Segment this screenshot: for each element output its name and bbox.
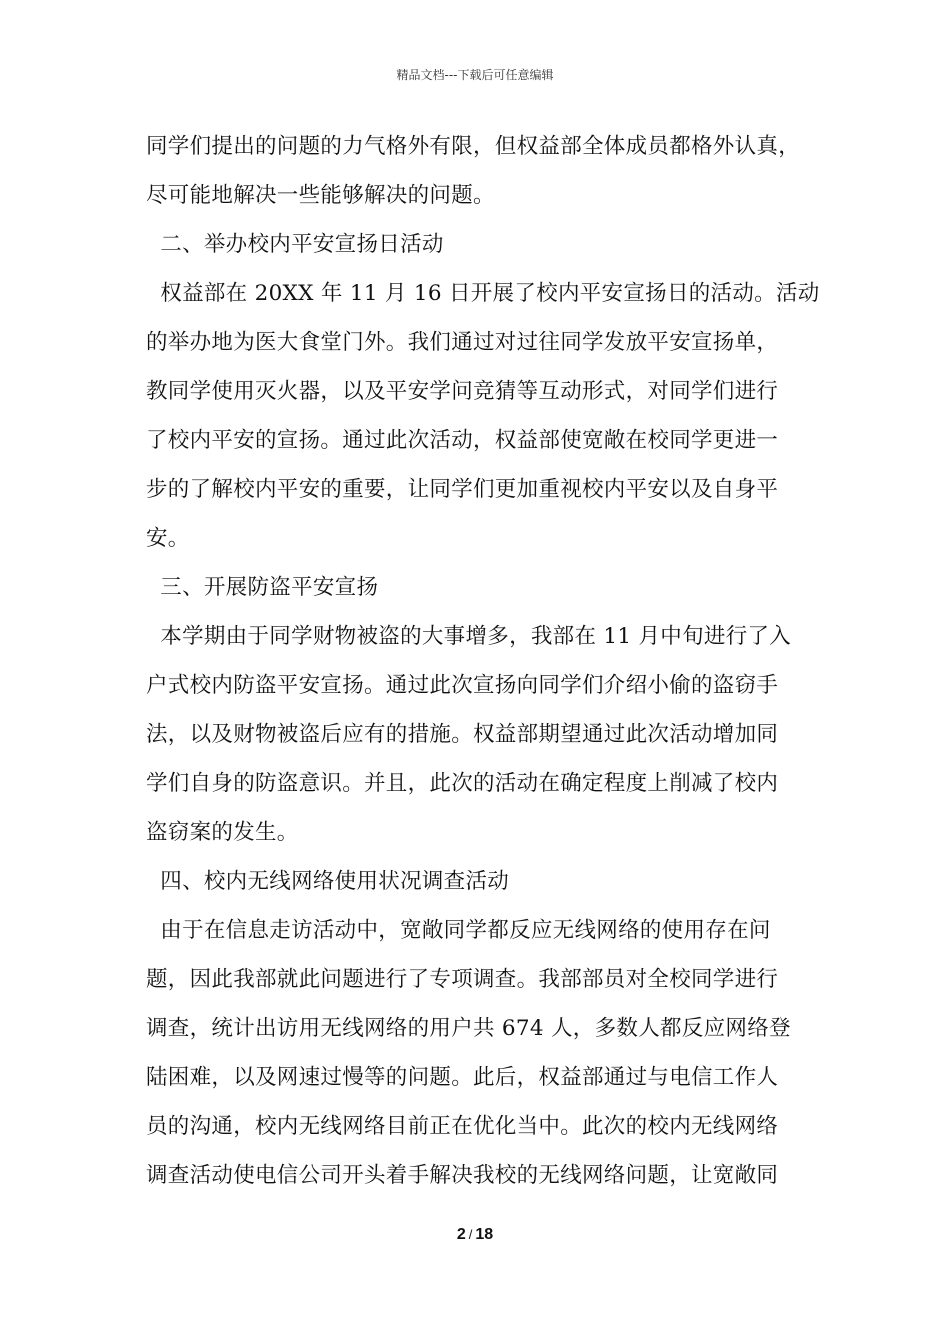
text-line: 法，以及财物被盗后应有的措施。权益部期望通过此次活动增加同: [146, 722, 779, 747]
text-line: 二、举办校内平安宣扬日活动: [146, 232, 444, 257]
text-line: 题，因此我部就此问题进行了专项调查。我部部员对全校同学进行: [146, 967, 779, 992]
page-separator: /: [468, 1227, 473, 1242]
text-line: 户式校内防盗平安宣扬。通过此次宣扬向同学们介绍小偷的盗窃手: [146, 673, 779, 698]
text-line: 本学期由于同学财物被盗的大事增多，我部在 11 月中旬进行了入: [146, 624, 792, 649]
page-header: 精品文档---下载后可任意编辑: [396, 68, 554, 82]
document-body: [146, 122, 820, 1200]
text-line: 学们自身的防盗意识。并且，此次的活动在确定程度上削减了校内: [146, 771, 779, 796]
text-line: 调查活动使电信公司开头着手解决我校的无线网络问题，让宽敞同: [146, 1163, 779, 1188]
text-line: 同学们提出的问题的力气格外有限，但权益部全体成员都格外认真，: [146, 134, 801, 159]
text-line: 尽可能地解决一些能够解决的问题。: [146, 183, 495, 208]
text-line: 由于在信息走访活动中，宽敞同学都反应无线网络的使用存在问: [146, 918, 771, 943]
text-line: 步的了解校内平安的重要，让同学们更加重视校内平安以及自身平: [146, 477, 779, 502]
current-page: 2: [456, 1226, 466, 1243]
total-pages: 18: [475, 1226, 494, 1243]
text-line: 了校内平安的宣扬。通过此次活动，权益部使宽敞在校同学更进一: [146, 428, 779, 453]
text-line: 四、校内无线网络使用状况调查活动: [146, 869, 510, 894]
text-line: 权益部在 20XX 年 11 月 16 日开展了校内平安宣扬日的活动。活动: [146, 281, 820, 306]
text-line: 三、开展防盗平安宣扬: [146, 575, 379, 600]
text-line: 调查，统计出访用无线网络的用户共 674 人，多数人都反应网络登: [146, 1016, 791, 1041]
text-line: 盗窃案的发生。: [146, 820, 299, 845]
text-line: 安。: [146, 526, 190, 551]
text-line: 教同学使用灭火器，以及平安学问竞猜等互动形式，对同学们进行: [146, 379, 779, 404]
page-number: [0, 1226, 950, 1244]
text-line: 员的沟通，校内无线网络目前正在优化当中。此次的校内无线网络: [146, 1114, 779, 1139]
text-line: 陆困难，以及网速过慢等的问题。此后，权益部通过与电信工作人: [146, 1065, 779, 1090]
text-line: 的举办地为医大食堂门外。我们通过对过往同学发放平安宣扬单，: [146, 330, 779, 355]
